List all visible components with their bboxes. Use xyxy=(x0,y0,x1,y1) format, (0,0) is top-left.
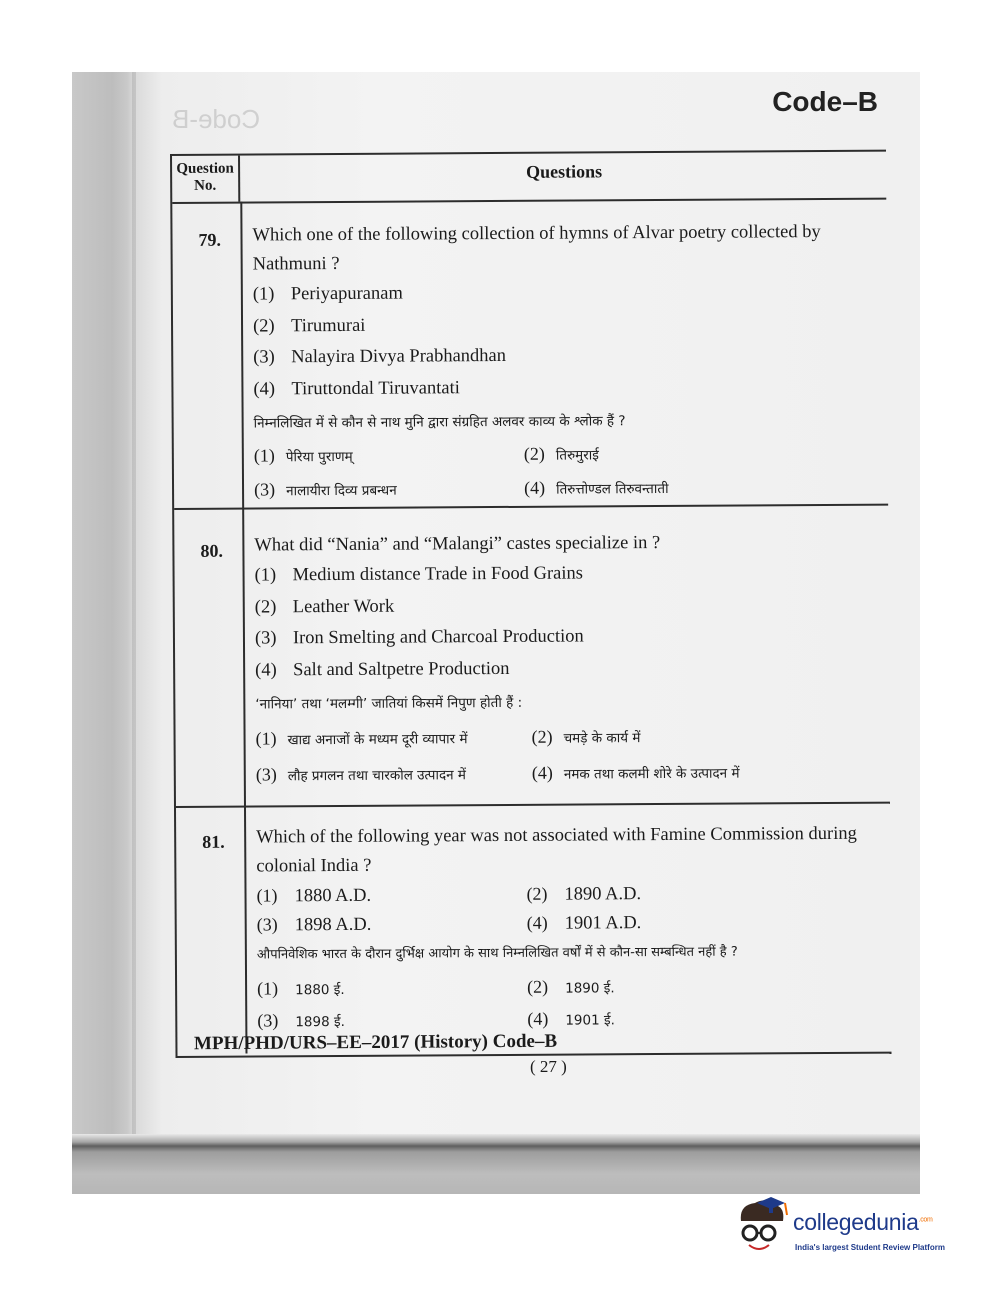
option: (3) Iron Smelting and Charcoal Production xyxy=(254,626,584,649)
option-hi: (1) 1880 ई. xyxy=(257,978,345,999)
option-hi: (1) खाद्य अनाजों के मध्यम दूरी व्यापार में xyxy=(255,728,468,749)
question-text-en: Which one of the following collection of hymns of Alvar poetry collected by Nathmuni ? xyxy=(252,222,821,275)
option-hi: (2) तिरुमुराई xyxy=(523,443,599,464)
brand-name: collegedunia$^{.com}$ xyxy=(793,1209,933,1235)
option-hi: (3) लौह प्रगलन तथा चारकोल उत्पादन में xyxy=(255,764,467,785)
collegedunia-logo[interactable] xyxy=(735,1197,965,1259)
brand-tagline: India's largest Student Review Platform xyxy=(795,1243,945,1252)
question-text-hi: औपनिवेशिक भारत के दौरान दुर्भिक्ष आयोग के साथ निम्नलिखित वर्षों में से कौन-सा सम्बन्धित नहीं है ? xyxy=(256,944,738,963)
question-79 xyxy=(252,218,884,506)
option: (2) Leather Work xyxy=(254,596,395,617)
option: (2) Tirumurai xyxy=(252,315,366,336)
option-hi: (4) तिरुत्तोण्डल तिरुवन्ताती xyxy=(523,477,669,498)
option: (1) Medium distance Trade in Food Grains xyxy=(254,563,583,586)
question-number: 80. xyxy=(200,540,223,561)
footer-code: MPH/PHD/URS–EE–2017 (History) Code–B xyxy=(193,1030,558,1055)
question-81 xyxy=(256,820,887,1038)
question-number: 81. xyxy=(202,831,225,852)
question-text-en: Which of the following year was not associated with Famine Commission during colonial India ? xyxy=(256,823,857,877)
question-text-hi: ‘नानिया’ तथा ‘मलम्गी’ जातियां किसमें निपुण होती हैं : xyxy=(255,694,523,713)
paper-edge xyxy=(132,72,136,1157)
option: (2) 1890 A.D. xyxy=(526,883,642,905)
option-hi: (4) नमक तथा कलमी शोरे के उत्पादन में xyxy=(531,762,740,783)
option: (4) Tiruttondal Tiruvantati xyxy=(253,377,460,399)
question-number: 79. xyxy=(198,229,222,250)
ghost-code-label: Code-B xyxy=(172,104,261,134)
question-table xyxy=(170,150,892,1058)
scan-shadow xyxy=(72,1134,920,1194)
option: (4) 1901 A.D. xyxy=(526,912,642,934)
col-question-no: Question No. xyxy=(172,156,240,202)
option-hi: (2) चमड़े के कार्य में xyxy=(531,726,641,747)
option-hi: (1) पेरिया पुराणम् xyxy=(253,445,353,466)
option: (3) Nalayira Divya Prabhandhan xyxy=(253,345,507,368)
scanned-page xyxy=(72,72,920,1194)
code-label: Code–B xyxy=(772,86,878,117)
option-hi: (4) 1901 ई. xyxy=(527,1008,615,1029)
option: (3) 1898 A.D. xyxy=(256,914,372,936)
option: (1) Periyapuranam xyxy=(252,283,403,305)
question-text-hi: निम्नलिखित में से कौन से नाथ मुनि द्वारा संग्रहित अलवर काव्य के श्लोक हैं ? xyxy=(253,413,626,432)
option: (4) Salt and Saltpetre Production xyxy=(255,658,510,680)
row-divider xyxy=(176,802,890,808)
option-hi: (3) 1898 ई. xyxy=(257,1010,345,1031)
table-header xyxy=(172,152,886,204)
col-questions: Questions xyxy=(526,161,603,182)
mascot-icon xyxy=(735,1197,791,1257)
option-hi: (2) 1890 ई. xyxy=(527,976,615,997)
option-hi: (3) नालायीरा दिव्य प्रबन्धन xyxy=(253,479,397,500)
option: (1) 1880 A.D. xyxy=(256,885,372,907)
column-divider xyxy=(240,202,247,1054)
question-text-en: What did “Nania” and “Malangi” castes specialize in ? xyxy=(254,533,661,556)
question-80 xyxy=(254,528,886,791)
page-number: ( 27 ) xyxy=(530,1057,567,1076)
